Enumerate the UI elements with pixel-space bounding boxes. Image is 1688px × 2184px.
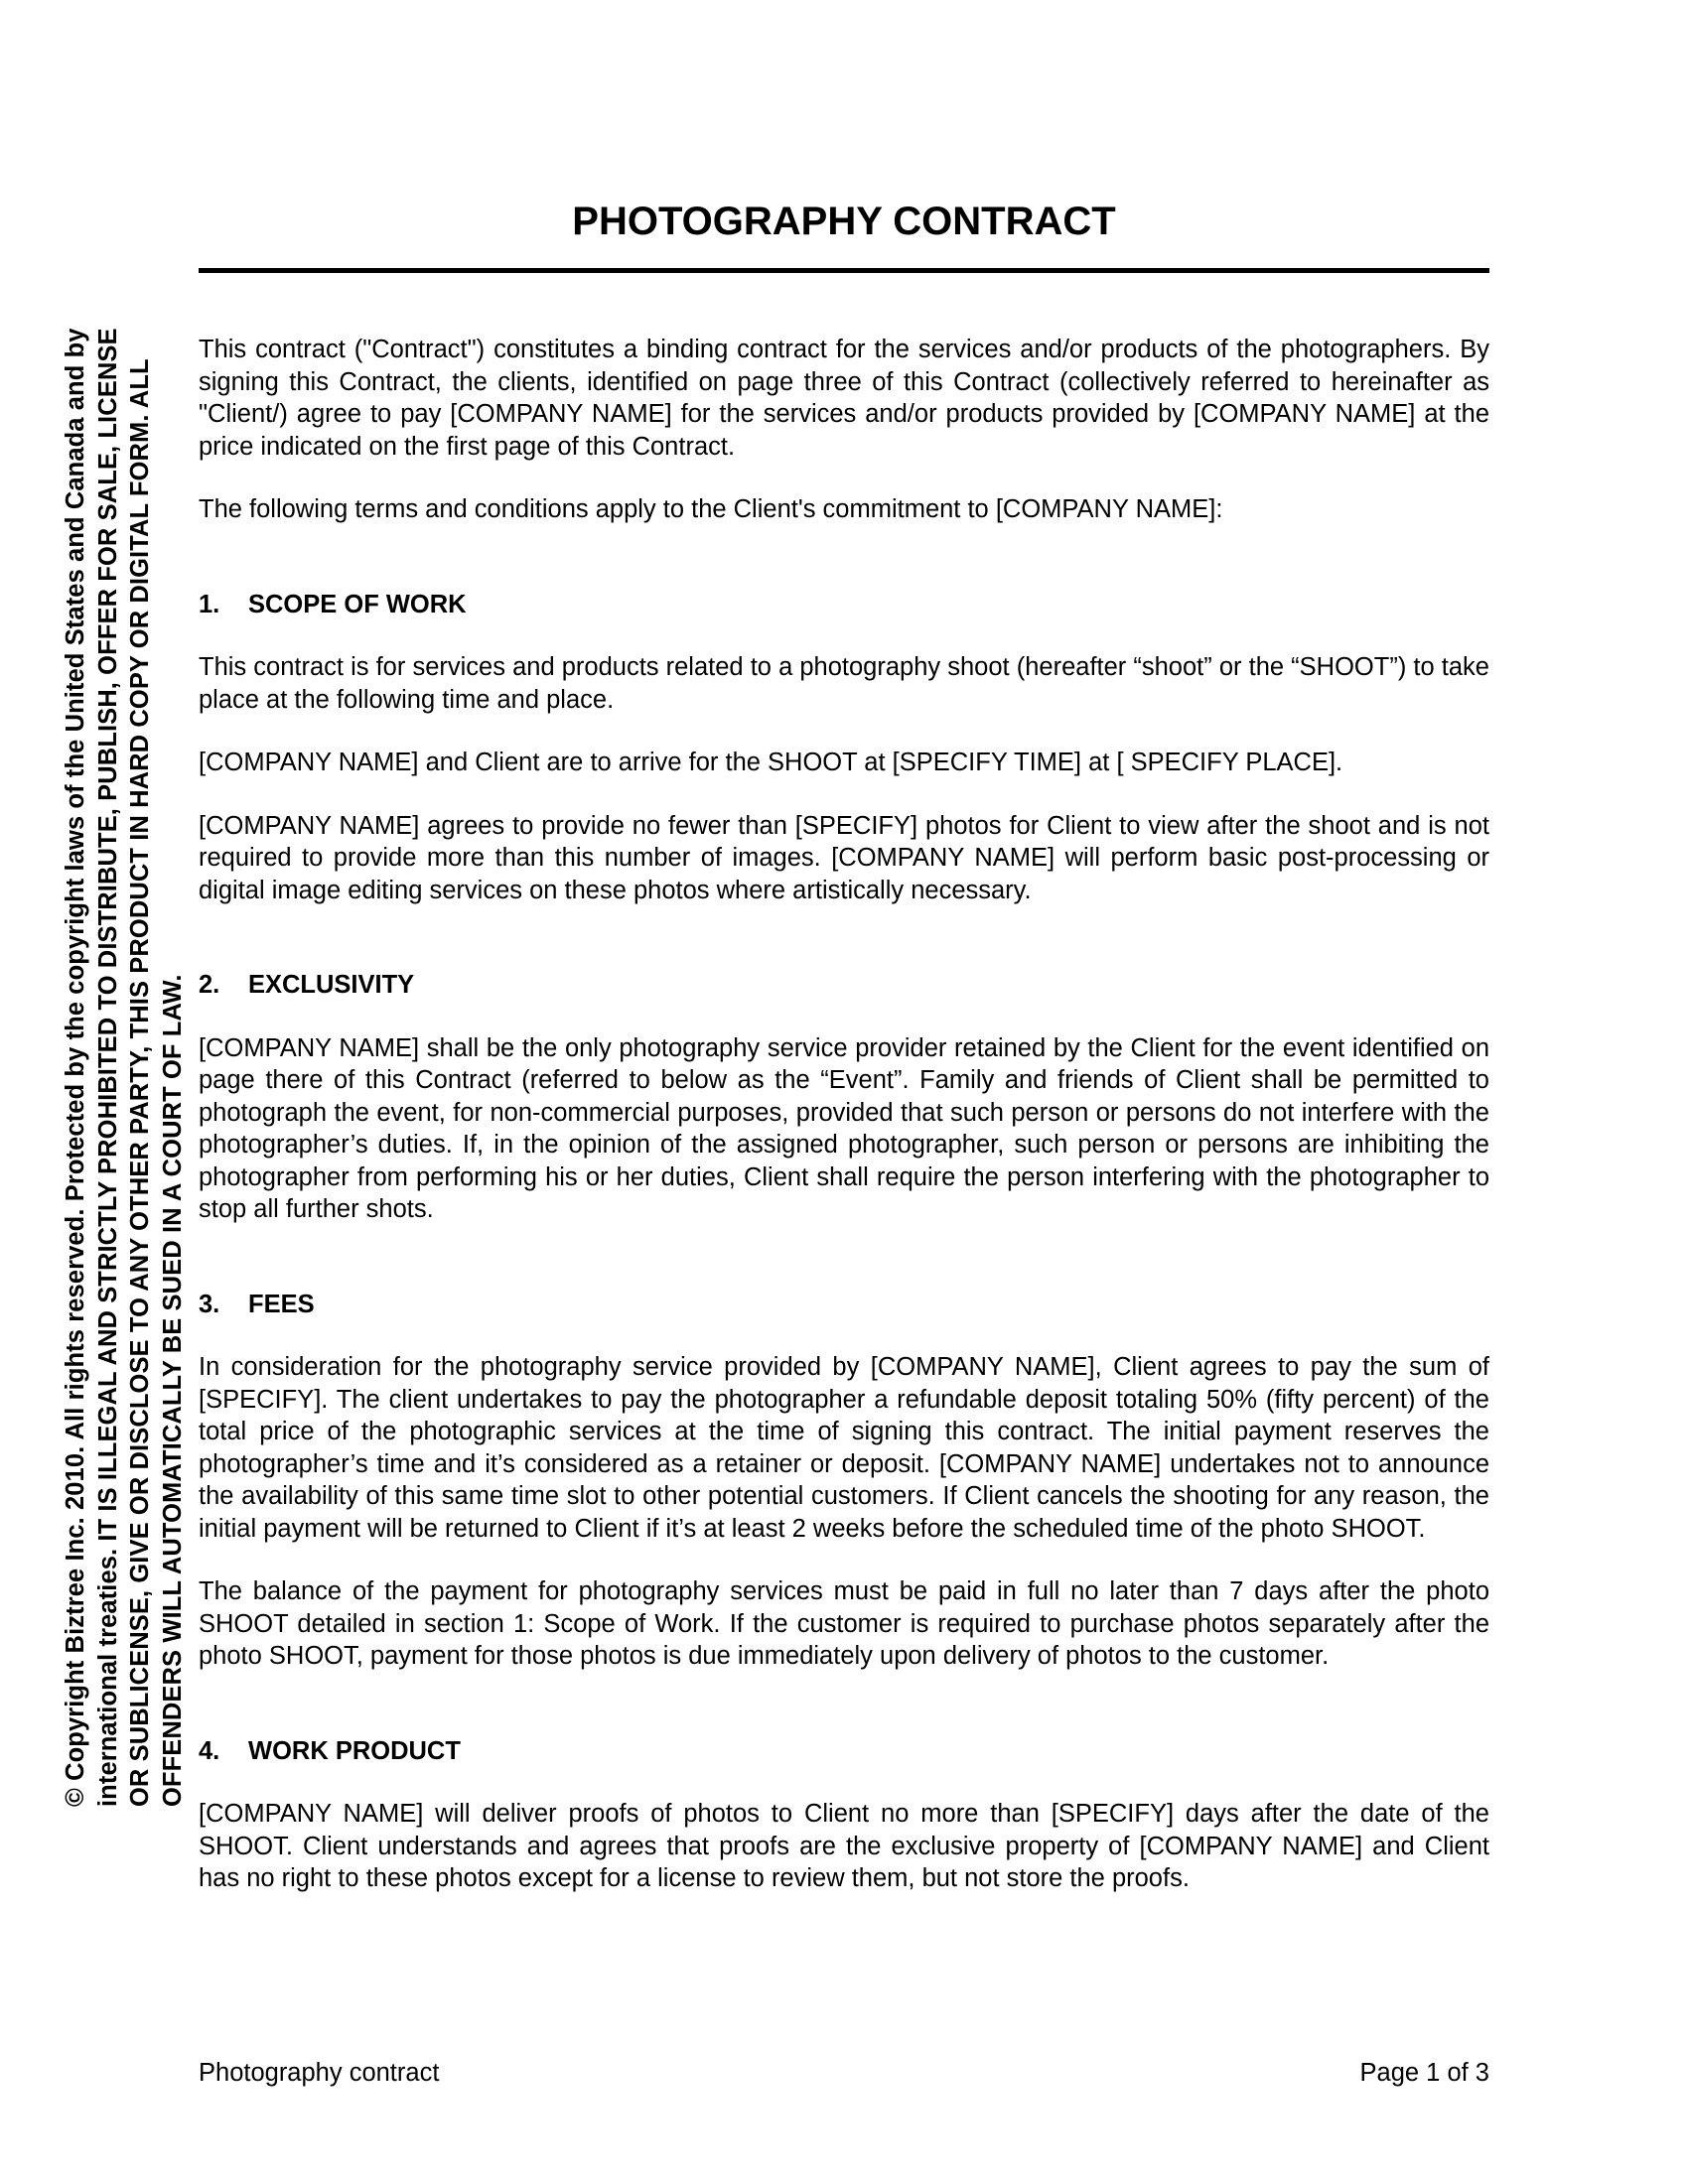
page-title: PHOTOGRAPHY CONTRACT — [572, 200, 1116, 243]
copyright-line: © Copyright Biztree Inc. 2010. All rights reserved. Protected by the copyright laws of the United States and Canada and by — [62, 328, 89, 1807]
footer-document-name: Photography contract — [199, 2059, 440, 2087]
section-paragraph: This contract is for services and products related to a photography shoot (hereafter “shoot” or the “SHOOT”) to take place at the following time and place. — [199, 653, 1489, 714]
title-divider — [199, 268, 1489, 273]
section-title: FEES — [248, 1290, 315, 1318]
copyright-line: OFFENDERS WILL AUTOMATICALLY BE SUED IN A COURT OF LAW. — [158, 974, 187, 1807]
document-body — [199, 334, 1489, 1895]
section-number: 1. — [199, 590, 220, 618]
section-heading-scope-of-work — [199, 589, 1489, 621]
section-paragraph: [COMPANY NAME] agrees to provide no fewer than [SPECIFY] photos for Client to view after the shoot and is not required to provide more than this number of images. [COMPANY NAME] will perform basic post-processing or digital image editing services on these photos where artistically necessary. — [199, 811, 1489, 904]
section-title: EXCLUSIVITY — [248, 971, 415, 999]
copyright-line: international treaties. IT IS ILLEGAL AND STRICTLY PROHIBITED TO DISTRIBUTE, PUBLISH, OFFER FOR SALE, LICENSE — [93, 328, 122, 1807]
section-paragraph: [COMPANY NAME] shall be the only photography service provider retained by the Client for the event identified on page there of this Contract (referred to below as the “Event”. Family and friends of Client shall be permitted to photograph the event, for non-commercial purposes, provided that such person or persons do not interfere with the photographer’s duties. If, in the opinion of the assigned photographer, such person or persons are inhibiting the photographer from performing his or her duties, Client shall require the person interfering with the photographer to stop all further shots. — [199, 1033, 1489, 1223]
copyright-line: OR SUBLICENSE, GIVE OR DISCLOSE TO ANY OTHER PARTY, THIS PRODUCT IN HARD COPY OR DIGITAL FORM. ALL — [126, 358, 154, 1807]
section-paragraph: [COMPANY NAME] and Client are to arrive for the SHOOT at [SPECIFY TIME] at [ SPECIFY PLACE]. — [199, 749, 1343, 776]
intro-paragraph: This contract ("Contract") constitutes a binding contract for the services and/or products of the photographers. By signing this Contract, the clients, identified on page three of this Contract (collectively referred to hereinafter as "Client/) agree to pay [COMPANY NAME] for the services and/or products provided by [COMPANY NAME] at the price indicated on the first page of this Contract. — [199, 336, 1489, 461]
section-paragraph: The balance of the payment for photography services must be paid in full no later than 7 days after the photo SHOOT detailed in section 1: Scope of Work. If the customer is required to purchase photos separately after the photo SHOOT, payment for those photos is due immediately upon delivery of photos to the customer. — [199, 1577, 1489, 1670]
section-paragraph: [COMPANY NAME] will deliver proofs of photos to Client no more than [SPECIFY] days after the date of the SHOOT. Client understands and agrees that proofs are the exclusive property of [COMPANY NAME] and Client has no right to these photos except for a license to review them, but not store the proofs. — [199, 1800, 1489, 1892]
section-paragraph: In consideration for the photography service provided by [COMPANY NAME], Client agrees to pay the sum of [SPECIFY]. The client undertakes to pay the photographer a refundable deposit totaling 50% (fifty percent) of the total price of the photographic services at the time of signing this contract. The initial payment reserves the photographer’s time and it’s considered as a retainer or deposit. [COMPANY NAME] undertakes not to announce the availability of this same time slot to other potential customers. If Client cancels the shooting for any reason, the initial payment will be returned to Client if it’s at least 2 weeks before the scheduled time of the photo SHOOT. — [199, 1353, 1489, 1543]
section-number: 2. — [199, 971, 220, 999]
section-number: 4. — [199, 1736, 220, 1765]
copyright-notice — [60, 40, 189, 1807]
intro-paragraph: The following terms and conditions apply to the Client's commitment to [COMPANY NAME]: — [199, 495, 1223, 523]
section-number: 3. — [199, 1290, 220, 1318]
footer-page-number: Page 1 of 3 — [1359, 2059, 1489, 2087]
section-heading-fees — [199, 1289, 1489, 1321]
section-title: SCOPE OF WORK — [248, 590, 467, 618]
section-title: WORK PRODUCT — [248, 1736, 461, 1765]
section-heading-work-product — [199, 1735, 1489, 1768]
section-heading-exclusivity — [199, 969, 1489, 1002]
